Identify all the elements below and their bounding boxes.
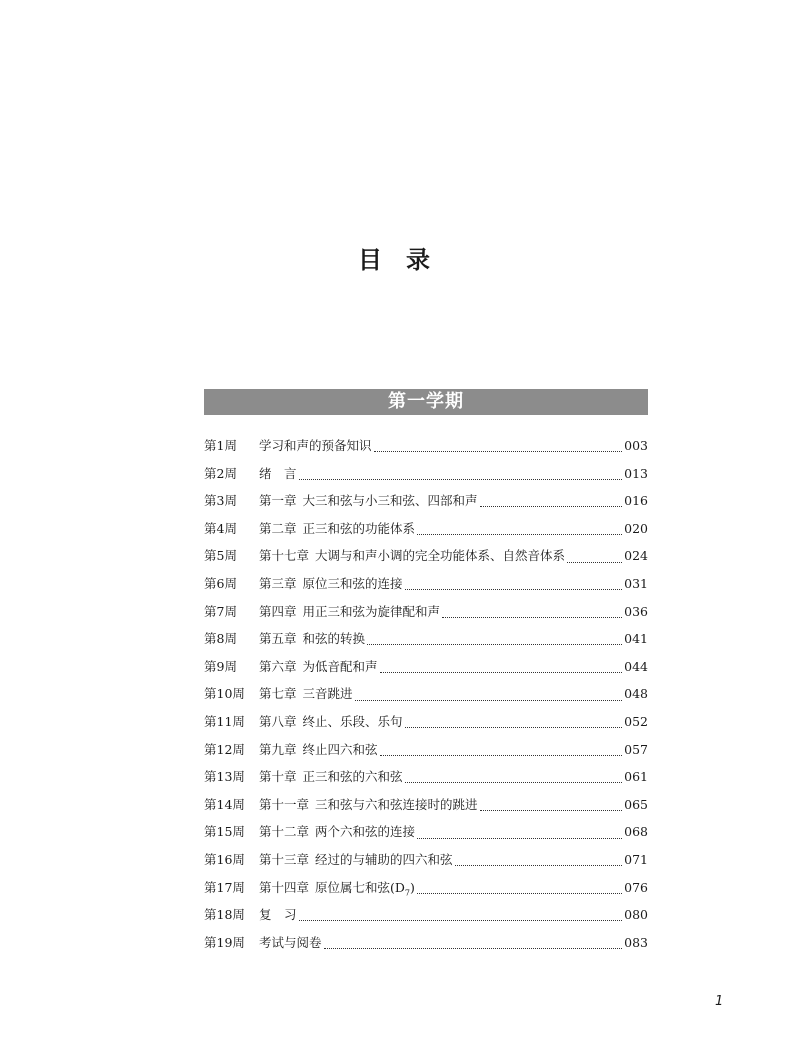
toc-entry[interactable]: [204, 740, 648, 768]
toc-title-text: 为低音配和声: [302, 658, 378, 674]
toc-page: 065: [624, 796, 648, 812]
toc-chapter: 第九章: [259, 741, 297, 757]
toc-week: 第5周: [204, 548, 237, 564]
toc-page: 041: [624, 631, 648, 647]
toc-leader-dots: [374, 451, 623, 452]
toc-page: 057: [624, 741, 648, 757]
toc-week: 第17周: [204, 879, 245, 895]
toc-chapter: 第十一章: [259, 796, 310, 812]
toc-entry[interactable]: [204, 436, 648, 464]
toc-entry[interactable]: [204, 850, 648, 878]
toc-title: [315, 795, 478, 813]
toc-page: 068: [624, 824, 648, 840]
toc-week: 第10周: [204, 686, 245, 702]
toc-title: [315, 878, 415, 898]
toc-title-text: 大调与和声小调的完全功能体系、自然音体系: [315, 548, 566, 564]
toc-title-text: 复 习: [259, 907, 297, 923]
toc-title: [259, 905, 297, 923]
toc-title: [303, 491, 478, 509]
toc-chapter: 第十四章: [259, 879, 310, 895]
toc-entry[interactable]: [204, 933, 648, 961]
toc-chapter: 第五章: [259, 631, 297, 647]
toc-title: [303, 629, 366, 647]
toc-title: [315, 546, 565, 564]
toc-page: 061: [624, 769, 648, 785]
toc-entry[interactable]: [204, 657, 648, 685]
toc-page: 024: [624, 548, 648, 564]
toc-chapter: 第一章: [259, 493, 297, 509]
toc-leader-dots: [405, 727, 623, 728]
toc-title-text: 考试与阅卷: [259, 934, 322, 950]
toc-list: [204, 436, 648, 960]
toc-title-text: 绪 言: [259, 465, 297, 481]
toc-leader-dots: [442, 617, 622, 618]
toc-week: 第8周: [204, 631, 237, 647]
toc-page: 083: [624, 934, 648, 950]
toc-entry[interactable]: [204, 519, 648, 547]
toc-leader-dots: [299, 479, 623, 480]
page-number: 1: [715, 994, 724, 1009]
toc-entry[interactable]: [204, 491, 648, 519]
toc-week: 第6周: [204, 575, 237, 591]
toc-entry[interactable]: [204, 712, 648, 740]
page-title: [0, 240, 790, 275]
toc-title-text: 三音跳进: [302, 686, 353, 702]
toc-leader-dots: [367, 644, 622, 645]
toc-chapter: 第七章: [259, 686, 297, 702]
toc-week: 第3周: [204, 493, 237, 509]
toc-entry[interactable]: [204, 684, 648, 712]
toc-title: [259, 436, 372, 454]
toc-week: 第18周: [204, 907, 245, 923]
toc-week: 第16周: [204, 851, 245, 867]
toc-chapter: 第六章: [259, 658, 297, 674]
toc-page: 036: [624, 603, 648, 619]
toc-leader-dots: [480, 810, 623, 811]
toc-leader-dots: [355, 700, 623, 701]
toc-page: 052: [624, 713, 648, 729]
toc-week: 第1周: [204, 438, 237, 453]
toc-week: 第9周: [204, 658, 237, 674]
section-banner: 第一学期: [204, 389, 648, 415]
toc-week: 第13周: [204, 769, 245, 785]
toc-title: [315, 822, 415, 840]
toc-leader-dots: [380, 755, 623, 756]
toc-title: [315, 850, 453, 868]
title-char-1: 目: [358, 246, 384, 274]
toc-title-text: 原位三和弦的连接: [302, 575, 403, 591]
toc-entry[interactable]: [204, 767, 648, 795]
toc-page: 003: [624, 438, 648, 453]
toc-title-text: 两个六和弦的连接: [315, 824, 416, 840]
toc-title: [303, 712, 403, 730]
toc-leader-dots: [417, 838, 622, 839]
toc-leader-dots: [567, 562, 622, 563]
toc-title-text: 终止、乐段、乐句: [302, 713, 403, 729]
toc-title-text: 用正三和弦为旋律配和声: [302, 603, 441, 619]
toc-title-end: ): [410, 879, 415, 895]
toc-page: 013: [624, 465, 648, 481]
toc-leader-dots: [480, 506, 623, 507]
toc-week: 第19周: [204, 934, 245, 950]
toc-title-text: 经过的与辅助的四六和弦: [315, 851, 453, 867]
toc-title-text: 学习和声的预备知识: [259, 438, 372, 453]
toc-page: 031: [624, 575, 648, 591]
toc-leader-dots: [405, 589, 623, 590]
toc-title: [303, 740, 378, 758]
toc-leader-dots: [380, 672, 623, 673]
toc-page: 044: [624, 658, 648, 674]
toc-week: 第7周: [204, 603, 237, 619]
title-char-2: 录: [406, 246, 432, 274]
toc-title-text: 和弦的转换: [302, 631, 366, 647]
toc-page: 076: [624, 879, 648, 895]
toc-title: [303, 602, 441, 620]
toc-chapter: 第四章: [259, 603, 297, 619]
toc-title: [303, 657, 378, 675]
toc-entry[interactable]: [204, 905, 648, 933]
toc-week: 第11周: [204, 713, 245, 729]
toc-title-text: 正三和弦的功能体系: [302, 520, 416, 536]
toc-chapter: 第十三章: [259, 851, 310, 867]
toc-title: [303, 684, 353, 702]
toc-page: 071: [624, 851, 648, 867]
toc-title-text: 三和弦与六和弦连接时的跳进: [315, 796, 478, 812]
toc-chapter: 第十章: [259, 769, 297, 785]
toc-title: [303, 574, 403, 592]
toc-chapter: 第十二章: [259, 824, 310, 840]
toc-leader-dots: [417, 534, 622, 535]
toc-week: 第15周: [204, 824, 245, 840]
toc-entry[interactable]: [204, 546, 648, 574]
toc-entry[interactable]: [204, 464, 648, 492]
toc-week: 第14周: [204, 796, 245, 812]
toc-entry[interactable]: [204, 602, 648, 630]
toc-title: [303, 767, 403, 785]
toc-chapter: 第三章: [259, 575, 297, 591]
toc-chapter: 第十七章: [259, 548, 310, 564]
toc-entry[interactable]: [204, 878, 648, 906]
toc-title-subscript: 7: [404, 888, 411, 897]
toc-title: [303, 519, 416, 537]
toc-title-text: 大三和弦与小三和弦、四部和声: [302, 493, 478, 509]
toc-week: 第2周: [204, 465, 237, 481]
toc-entry[interactable]: [204, 795, 648, 823]
toc-entry[interactable]: [204, 629, 648, 657]
toc-page: 020: [624, 520, 648, 536]
toc-leader-dots: [417, 893, 622, 894]
toc-title: [259, 464, 297, 482]
toc-leader-dots: [455, 865, 623, 866]
toc-chapter: 第二章: [259, 520, 297, 536]
toc-page: 016: [624, 493, 648, 509]
toc-week: 第12周: [204, 741, 245, 757]
toc-leader-dots: [324, 948, 623, 949]
toc-chapter: 第八章: [259, 713, 297, 729]
toc-week: 第4周: [204, 520, 237, 536]
toc-title: [259, 933, 322, 951]
toc-leader-dots: [405, 782, 623, 783]
toc-title-text: 原位属七和弦(D: [315, 879, 405, 895]
toc-page: 048: [624, 686, 648, 702]
toc-entry[interactable]: [204, 574, 648, 602]
toc-entry[interactable]: [204, 822, 648, 850]
toc-page: 080: [624, 907, 648, 923]
toc-title-text: 正三和弦的六和弦: [302, 769, 403, 785]
toc-leader-dots: [299, 920, 623, 921]
toc-title-text: 终止四六和弦: [302, 741, 378, 757]
